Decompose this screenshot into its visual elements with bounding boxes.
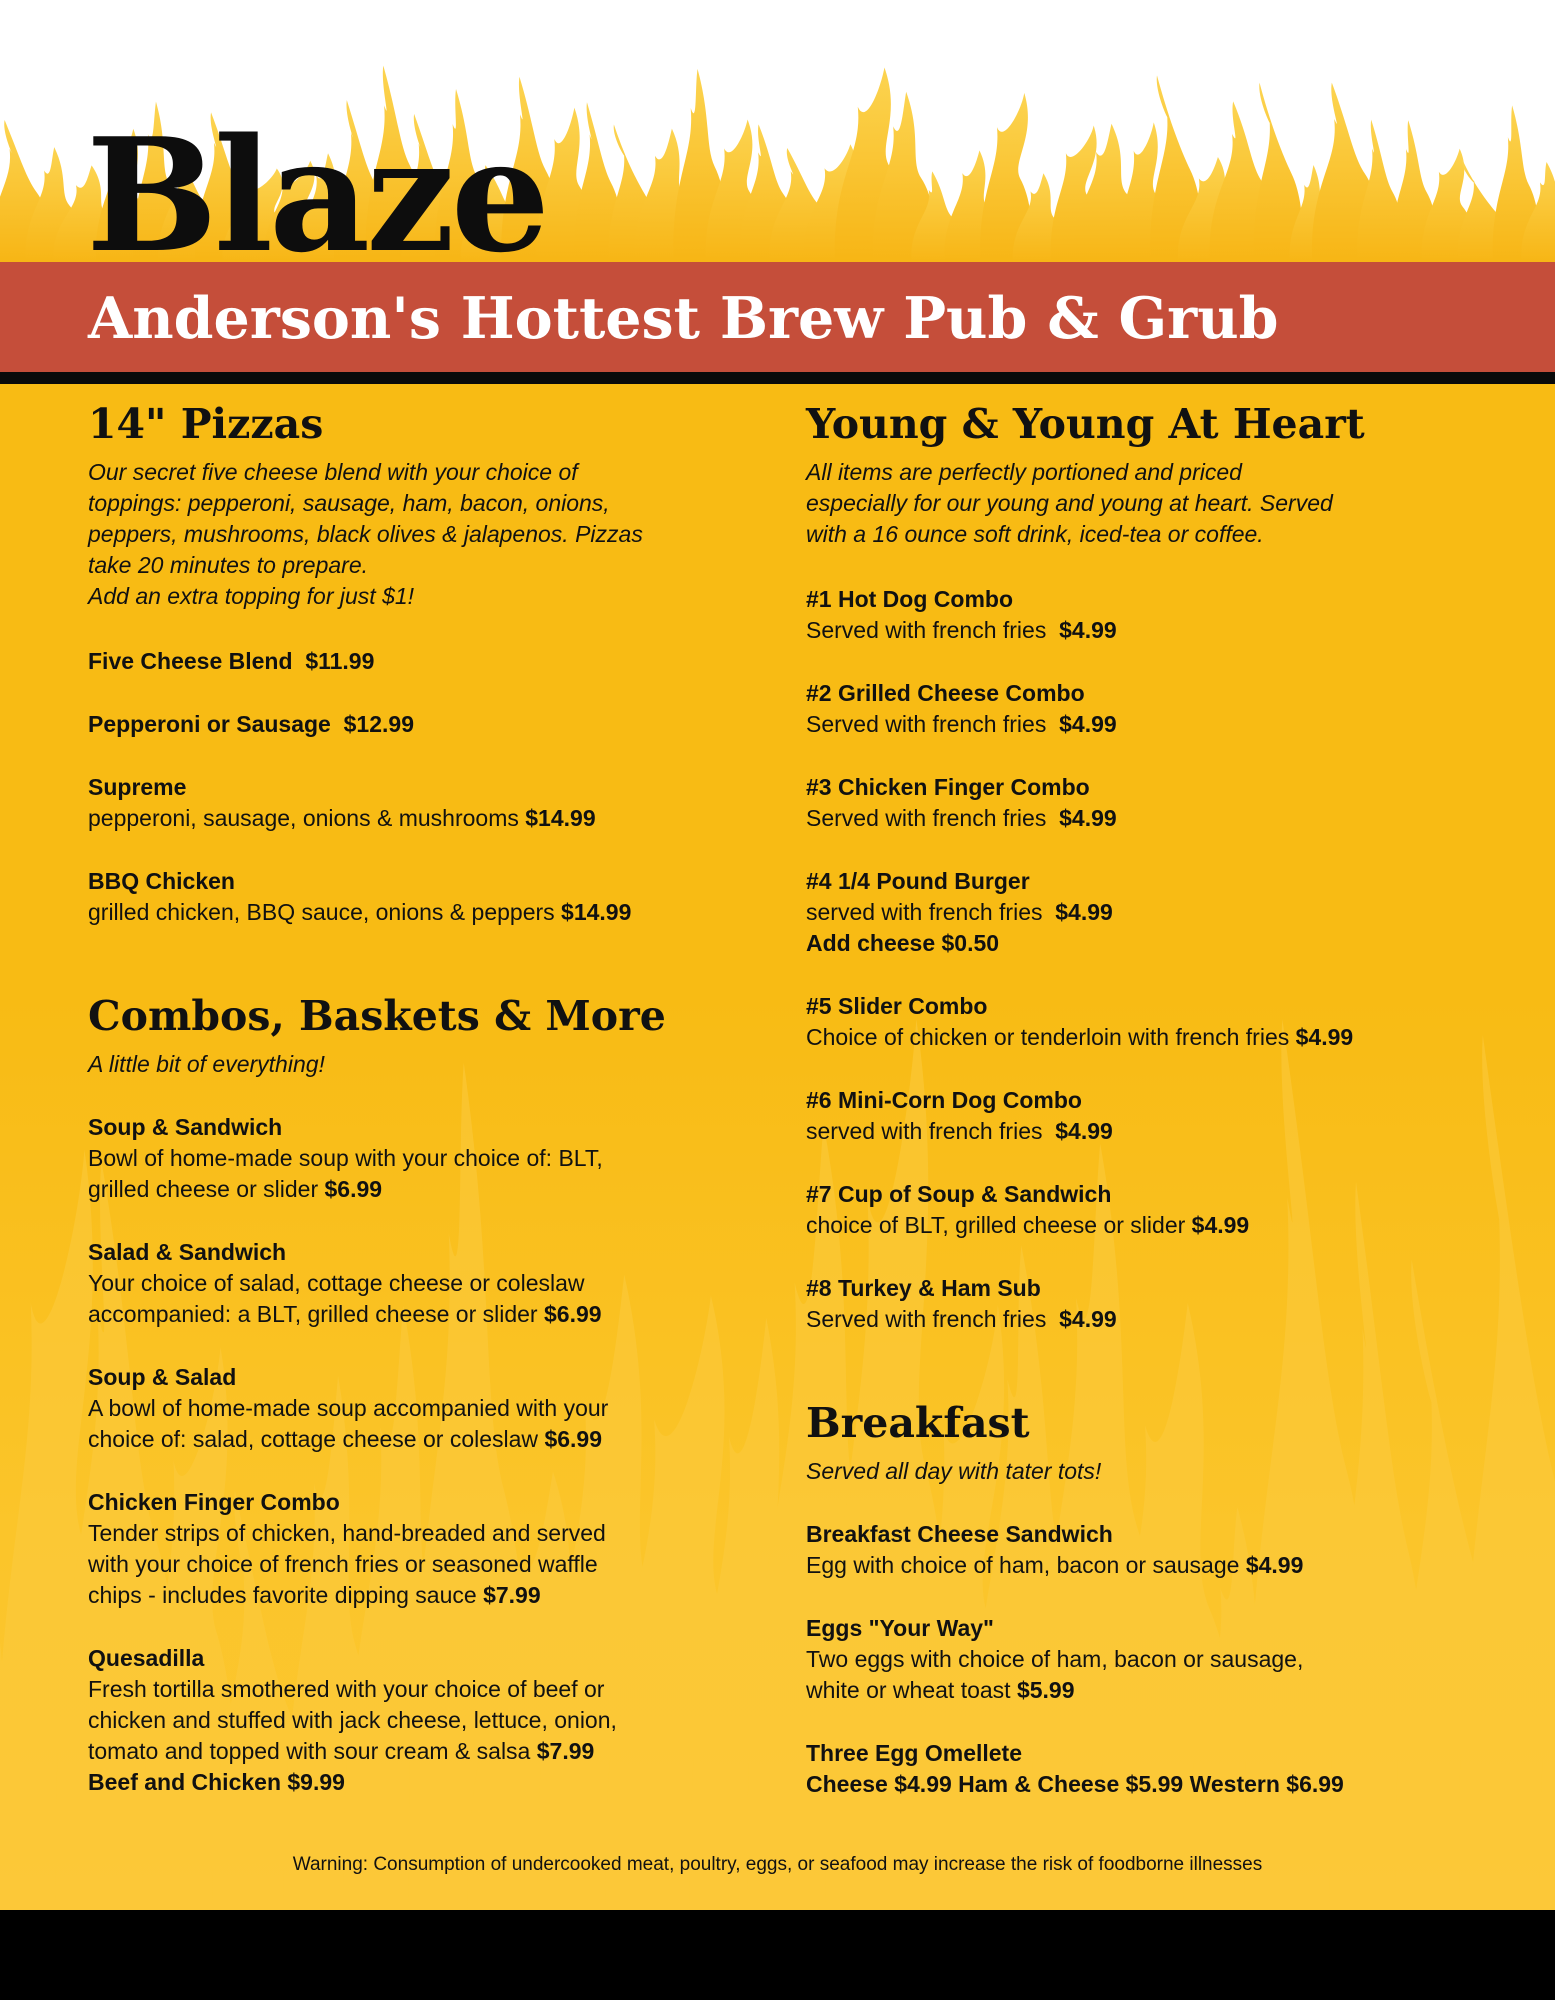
item-description: white or wheat toast: [806, 1677, 1011, 1704]
item-extra: Beef and Chicken $9.99: [88, 1769, 345, 1796]
item-name: Supreme: [88, 774, 187, 801]
section-intro: [88, 457, 768, 612]
item-description: Served with french fries: [806, 1306, 1047, 1333]
item-description: served with french fries: [806, 1118, 1043, 1145]
section-intro: [806, 457, 1506, 550]
item-name: Soup & Sandwich: [88, 1114, 283, 1141]
item-price-list: Cheese $4.99 Ham & Cheese $5.99 Western $6.99: [806, 1771, 1344, 1798]
section-title: Combos, Baskets & More: [88, 992, 666, 1041]
intro-line: All items are perfectly portioned and priced: [806, 459, 1242, 486]
item-name: #5 Slider Combo: [806, 993, 988, 1020]
intro-line: especially for our young and young at heart. Served: [806, 490, 1333, 517]
section-intro: Served all day with tater tots!: [806, 1458, 1102, 1485]
header: [0, 0, 1555, 262]
item-price: $5.99: [1016, 1677, 1075, 1704]
section-breakfast: [806, 1399, 1506, 1800]
item-name: Breakfast Cheese Sandwich: [806, 1521, 1113, 1548]
menu-item: [88, 646, 768, 677]
item-price: $12.99: [343, 711, 414, 738]
section-title: Young & Young At Heart: [806, 400, 1365, 448]
item-price: $4.99: [1059, 805, 1117, 832]
food-safety-warning: Warning: Consumption of undercooked meat, poultry, eggs, or seafood may increase the risk of foodborne illnesses: [292, 1854, 1263, 1875]
item-name: #2 Grilled Cheese Combo: [806, 680, 1085, 707]
brand-name: Blaze: [86, 104, 547, 262]
item-price: $4.99: [1055, 1118, 1113, 1145]
item-description: Fresh tortilla smothered with your choice of beef or: [88, 1676, 605, 1703]
item-name: Salad & Sandwich: [88, 1239, 287, 1266]
item-description: pepperoni, sausage, onions & mushrooms: [88, 805, 519, 832]
item-extra: Add cheese $0.50: [806, 930, 1000, 957]
item-description: Served with french fries: [806, 617, 1047, 644]
intro-line: Our secret five cheese blend with your choice of: [88, 459, 578, 486]
menu-item: [806, 866, 1506, 959]
item-price: $4.99: [1055, 899, 1113, 926]
item-description: chips - includes favorite dipping sauce: [88, 1582, 477, 1609]
item-name: Chicken Finger Combo: [88, 1489, 340, 1516]
section-young: [806, 400, 1506, 1335]
item-description: Tender strips of chicken, hand-breaded and served: [88, 1520, 606, 1547]
tagline-banner: [0, 262, 1555, 384]
item-name: Pepperoni or Sausage: [88, 711, 331, 738]
section-intro: A little bit of everything!: [88, 1051, 325, 1078]
item-price: $14.99: [561, 899, 632, 926]
item-price: $6.99: [544, 1426, 602, 1453]
item-description: chicken and stuffed with jack cheese, lettuce, onion,: [88, 1707, 617, 1734]
section-title: Breakfast: [806, 1399, 1030, 1448]
item-price: $4.99: [1059, 617, 1117, 644]
item-name: Eggs "Your Way": [806, 1615, 994, 1642]
item-description: with your choice of french fries or seasoned waffle: [88, 1551, 598, 1578]
item-price: $11.99: [305, 648, 375, 675]
item-description: accompanied: a BLT, grilled cheese or slider: [88, 1301, 538, 1328]
item-description: tomato and topped with sour cream & salsa: [88, 1738, 531, 1765]
intro-line: toppings: pepperoni, sausage, ham, bacon, onions,: [88, 490, 610, 517]
menu-item: [88, 1487, 768, 1611]
menu-item: [806, 1613, 1506, 1706]
intro-line: peppers, mushrooms, black olives & jalapenos. Pizzas: [88, 521, 643, 548]
intro-line: with a 16 ounce soft drink, iced-tea or coffee.: [806, 521, 1264, 548]
menu-item: [806, 772, 1506, 834]
footer-bar: [0, 1910, 1555, 2000]
item-description: choice of: salad, cottage cheese or coleslaw: [88, 1426, 539, 1453]
item-name: Soup & Salad: [88, 1364, 237, 1391]
menu-item: [88, 772, 768, 834]
item-name: Quesadilla: [88, 1645, 205, 1672]
right-column: [806, 400, 1506, 1800]
item-description: Choice of chicken or tenderloin with french fries: [806, 1024, 1290, 1051]
item-price: $4.99: [1059, 1306, 1117, 1333]
menu-item: [88, 709, 768, 740]
item-price: $6.99: [324, 1176, 383, 1203]
menu-item: [806, 1519, 1506, 1581]
item-name: #4 1/4 Pound Burger: [806, 868, 1030, 895]
tagline: Anderson's Hottest Brew Pub & Grub: [88, 285, 1279, 352]
item-price: $4.99: [1059, 711, 1117, 738]
section-pizzas: [88, 400, 768, 928]
menu-item: [806, 1738, 1506, 1800]
menu-item: [806, 1273, 1506, 1335]
menu-item: [806, 991, 1506, 1053]
item-name: #8 Turkey & Ham Sub: [806, 1275, 1041, 1302]
menu-item: [88, 1643, 768, 1798]
intro-line: take 20 minutes to prepare.: [88, 552, 368, 579]
item-price: $4.99: [1295, 1024, 1354, 1051]
item-description: Your choice of salad, cottage cheese or coleslaw: [88, 1270, 585, 1297]
item-price: $7.99: [483, 1582, 541, 1609]
item-price: $4.99: [1245, 1552, 1304, 1579]
menu-item: [88, 1237, 768, 1330]
menu-item: [88, 1112, 768, 1205]
item-price: $4.99: [1191, 1212, 1250, 1239]
item-description: choice of BLT, grilled cheese or slider: [806, 1212, 1186, 1239]
section-title: 14" Pizzas: [88, 400, 324, 448]
item-name: BBQ Chicken: [88, 868, 235, 895]
item-name: Five Cheese Blend: [88, 648, 293, 675]
item-name: #3 Chicken Finger Combo: [806, 774, 1090, 801]
item-description: Bowl of home-made soup with your choice of: BLT,: [88, 1145, 603, 1172]
menu-item: [806, 1179, 1506, 1241]
item-name: #7 Cup of Soup & Sandwich: [806, 1181, 1112, 1208]
menu-item: [806, 584, 1506, 646]
item-description: A bowl of home-made soup accompanied with your: [88, 1395, 609, 1422]
item-price: $14.99: [525, 805, 596, 832]
item-description: Egg with choice of ham, bacon or sausage: [806, 1552, 1240, 1579]
intro-line: Add an extra topping for just $1!: [88, 583, 415, 610]
item-description: grilled cheese or slider: [88, 1176, 319, 1203]
item-description: Served with french fries: [806, 805, 1047, 832]
item-description: Two eggs with choice of ham, bacon or sausage,: [806, 1646, 1304, 1673]
left-column: [88, 400, 768, 1798]
item-price: $7.99: [536, 1738, 595, 1765]
item-name: #6 Mini-Corn Dog Combo: [806, 1087, 1082, 1114]
item-description: served with french fries: [806, 899, 1043, 926]
item-price: $6.99: [543, 1301, 602, 1328]
menu-item: [88, 1362, 768, 1455]
item-description: grilled chicken, BBQ sauce, onions & peppers: [88, 899, 555, 926]
section-combos: [88, 992, 768, 1798]
menu-item: [806, 678, 1506, 740]
item-description: Served with french fries: [806, 711, 1047, 738]
menu-item: [806, 1085, 1506, 1147]
item-name: #1 Hot Dog Combo: [806, 586, 1013, 613]
item-name: Three Egg Omellete: [806, 1740, 1023, 1767]
menu-item: [88, 866, 768, 928]
